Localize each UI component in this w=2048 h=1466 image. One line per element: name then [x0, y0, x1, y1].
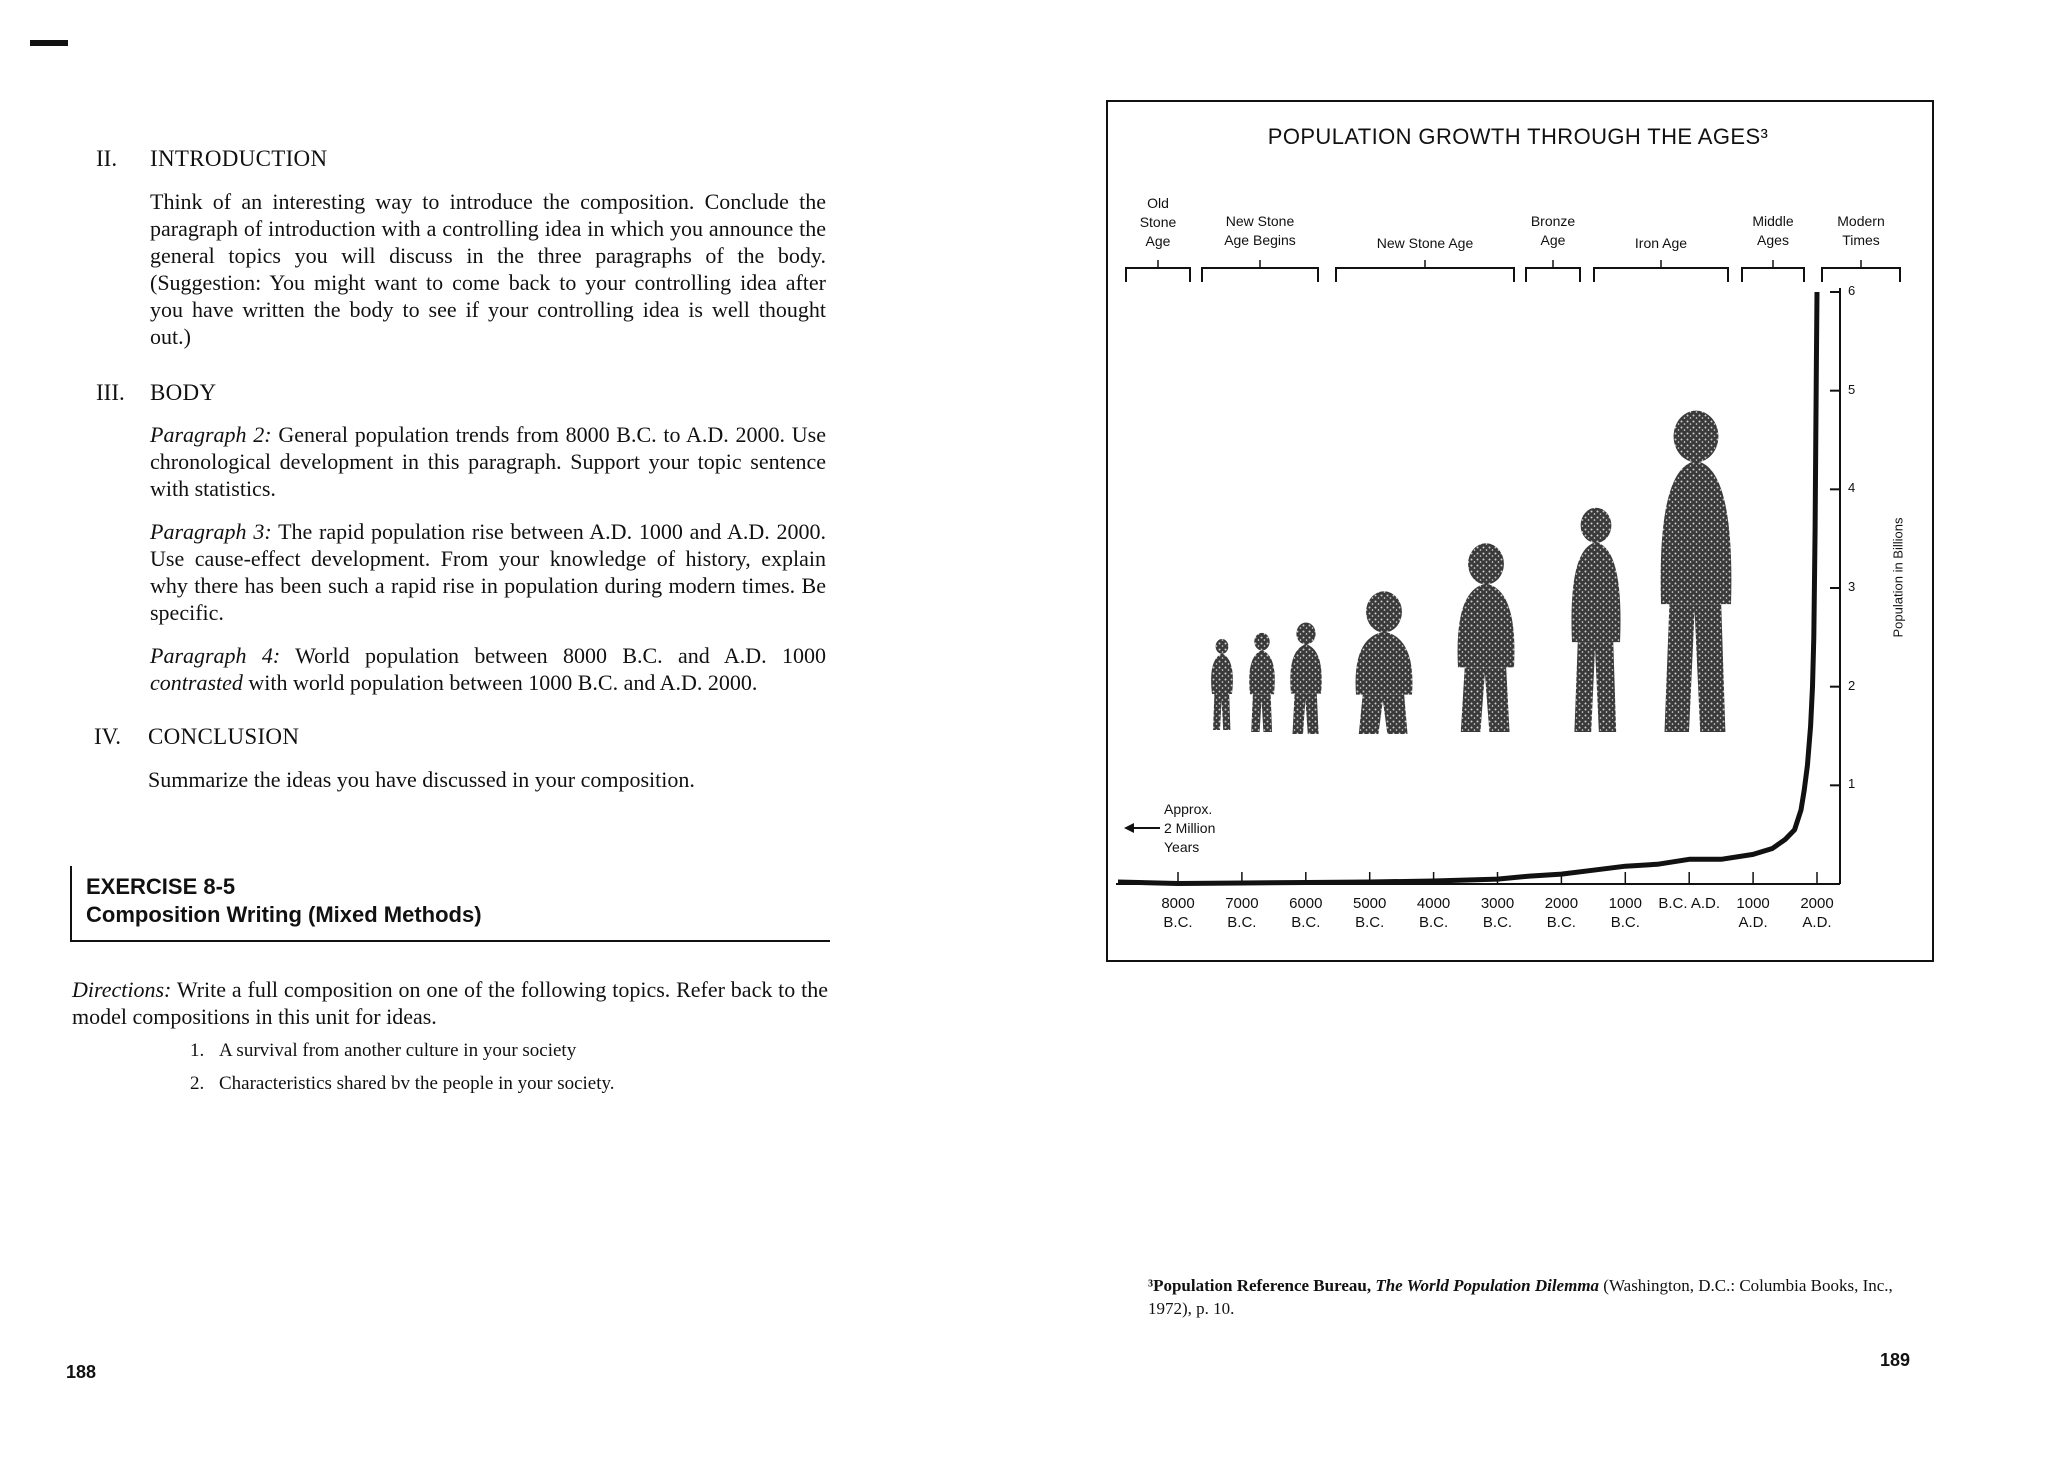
topic-1-text: A survival from another culture in your society	[219, 1040, 577, 1061]
footnote-prefix: ³Population Reference Bureau,	[1148, 1276, 1372, 1295]
era-label: Bronze Age	[1530, 213, 1576, 248]
page-number-left: 188	[66, 1362, 97, 1382]
paragraph-4-text-a: World population between 8000 B.C. and A.D. 1000	[295, 643, 827, 668]
hominid-figure	[1249, 633, 1275, 732]
conclusion-heading: CONCLUSION	[148, 724, 300, 749]
x-tick-label: 5000 B.C.	[1353, 895, 1387, 931]
paragraph-3-label: Paragraph 3:	[150, 519, 272, 544]
x-tick-label: B.C. A.D.	[1658, 895, 1721, 912]
y-tick-label: 5	[1848, 381, 1856, 397]
x-tick-label: 4000 B.C.	[1416, 895, 1451, 931]
conclusion-numeral: IV.	[94, 724, 122, 749]
era-bracket	[1336, 268, 1514, 282]
era-bracket	[1594, 268, 1728, 282]
topic-1-num: 1.	[190, 1040, 205, 1061]
body-heading: BODY	[150, 380, 217, 405]
directions-label: Directions:	[72, 977, 172, 1002]
y-tick-label: 3	[1848, 579, 1856, 594]
y-tick-label: 1	[1848, 776, 1856, 792]
footnote-rest: (Washington, D.C.: Columbia Books, Inc., 1972), p. 10.	[1148, 1276, 1893, 1318]
exercise-title: Composition Writing (Mixed Methods)	[86, 902, 482, 927]
era-brackets	[1126, 260, 1900, 282]
era-label: Iron Age	[1634, 235, 1688, 251]
y-tick-label: 2	[1848, 677, 1856, 693]
hominid-figure	[1661, 411, 1732, 732]
topic-2-text: Characteristics shared bv the people in your society.	[219, 1073, 615, 1094]
conclusion-text: Summarize the ideas you have discussed in your composition.	[148, 767, 695, 792]
era-bracket	[1526, 268, 1580, 282]
hominid-figure	[1356, 591, 1413, 734]
intro-numeral: II.	[96, 146, 118, 171]
x-tick-label: 3000 B.C.	[1480, 895, 1515, 931]
annotation-arrowhead	[1124, 823, 1134, 833]
hominid-figure	[1458, 543, 1515, 732]
exercise-number: EXERCISE 8-5	[86, 874, 236, 899]
era-label: Old Stone Age	[1139, 195, 1177, 249]
hominid-figure	[1572, 508, 1621, 732]
era-label: New Stone Age Begins	[1224, 213, 1296, 248]
era-bracket	[1202, 268, 1318, 282]
y-axis-title: Population in Billions	[1890, 517, 1906, 638]
paragraph-4-label: Paragraph 4:	[150, 643, 281, 668]
x-tick-label: 2000 A.D.	[1800, 895, 1834, 931]
topic-2-num: 2.	[190, 1073, 205, 1094]
x-tick-label: 1000 B.C.	[1608, 895, 1642, 931]
directions-text: Write a full composition on one of the following topics. Refer back to the model compositions in this unit for ideas.	[72, 977, 829, 1029]
intro-text: Think of an interesting way to introduce the composition. Conclude the paragraph of introduction with a controlling idea in which you announce the general topics you will discuss in the three paragraphs of the body. (Suggestion: You might want to come back to your controlling idea after you have written the body to see if your controlling idea is well thought out.)	[150, 189, 826, 349]
x-tick-label: 6000 B.C.	[1289, 895, 1323, 931]
paragraph-2-label: Paragraph 2:	[150, 422, 272, 447]
approx-annotation: Approx. 2 Million Years	[1164, 801, 1216, 855]
paragraph-3-text: The rapid population rise between A.D. 1000 and A.D. 2000. Use cause-effect development. From your knowledge of history, explain why there has been such a rapid rise in population during modern times. Be specific.	[150, 519, 826, 625]
era-bracket	[1822, 268, 1900, 282]
x-tick-label: 1000 A.D.	[1736, 895, 1770, 931]
hominid-figure	[1290, 623, 1321, 734]
intro-heading: INTRODUCTION	[150, 146, 328, 171]
chart-title: POPULATION GROWTH THROUGH THE AGES³	[1267, 124, 1769, 149]
y-tick-label: 6	[1848, 283, 1856, 298]
footnote	[1148, 1274, 1908, 1320]
y-tick-label: 4	[1848, 480, 1856, 496]
paragraph-2-text: General population trends from 8000 B.C. to A.D. 2000. Use chronological development in this paragraph. Support your topic sentence with statistics.	[150, 422, 826, 501]
era-label: Middle Ages	[1752, 213, 1794, 248]
page-number-right: 189	[1880, 1350, 1911, 1370]
era-label: Modern Times	[1837, 213, 1885, 248]
human-evolution-illustration	[1211, 411, 1731, 734]
chart-axes	[1116, 288, 1840, 884]
era-bracket	[1742, 268, 1804, 282]
era-bracket	[1126, 268, 1190, 282]
paragraph-4-italic: contrasted	[150, 670, 243, 695]
paragraph-4-text-b: with world population between 1000 B.C. and A.D. 2000.	[248, 670, 758, 695]
era-label: New Stone Age	[1376, 235, 1474, 251]
footnote-book: The World Population Dilemma	[1375, 1276, 1600, 1295]
x-tick-label: 7000 B.C.	[1225, 895, 1259, 931]
x-tick-label: 8000 B.C.	[1161, 895, 1195, 931]
x-tick-label: 2000 B.C.	[1544, 895, 1579, 931]
hominid-figure	[1211, 639, 1233, 730]
body-numeral: III.	[96, 380, 125, 405]
